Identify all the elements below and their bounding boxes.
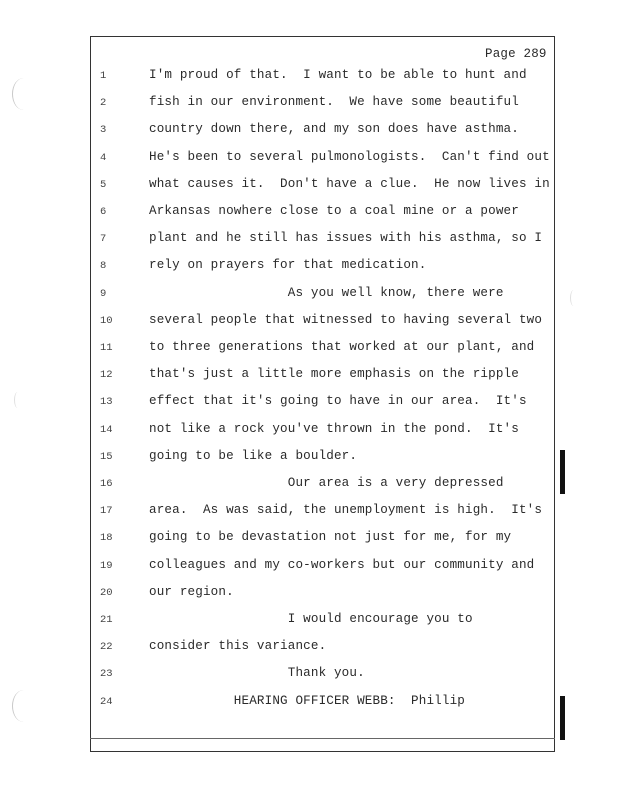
line-number: 6 bbox=[100, 206, 107, 218]
line-number: 22 bbox=[100, 641, 113, 654]
transcript-line bbox=[0, 177, 618, 197]
line-number: 18 bbox=[100, 532, 113, 545]
transcript-line bbox=[0, 639, 618, 659]
line-text: As you well know, there were bbox=[149, 285, 504, 300]
line-number: 16 bbox=[100, 478, 113, 490]
transcript-line bbox=[0, 95, 618, 115]
line-text: several people that witnessed to having several two bbox=[149, 312, 543, 327]
line-text: that's just a little more emphasis on the ripple bbox=[149, 367, 519, 382]
line-number: 20 bbox=[100, 586, 113, 599]
line-text: fish in our environment. We have some beautiful bbox=[149, 95, 519, 110]
transcript-line bbox=[0, 340, 618, 360]
transcript-line bbox=[0, 694, 618, 714]
line-text: area. As was said, the unemployment is high. It's bbox=[149, 503, 543, 518]
line-text: what causes it. Don't have a clue. He now lives in bbox=[149, 176, 550, 191]
transcript-line bbox=[0, 68, 618, 88]
transcript-line bbox=[0, 150, 618, 170]
line-number: 11 bbox=[100, 342, 113, 354]
transcript-line bbox=[0, 313, 618, 333]
line-text: HEARING OFFICER WEBB: Phillip bbox=[149, 693, 466, 708]
line-text: country down there, and my son does have asthma. bbox=[149, 122, 519, 137]
line-number: 3 bbox=[100, 124, 107, 137]
line-text: rely on prayers for that medication. bbox=[149, 258, 427, 273]
line-number: 23 bbox=[100, 668, 113, 681]
line-number: 17 bbox=[100, 505, 113, 518]
line-number: 9 bbox=[100, 287, 107, 300]
line-text: He's been to several pulmonologists. Can't find out bbox=[149, 149, 550, 164]
transcript-line bbox=[0, 666, 618, 686]
transcript-line bbox=[0, 367, 618, 387]
transcript-line bbox=[0, 558, 618, 578]
line-number: 19 bbox=[100, 559, 113, 572]
transcript-line bbox=[0, 231, 618, 251]
line-text: Thank you. bbox=[149, 666, 365, 681]
line-number: 21 bbox=[100, 614, 113, 626]
transcript-line bbox=[0, 258, 618, 278]
line-number: 10 bbox=[100, 314, 113, 327]
line-number: 7 bbox=[100, 233, 107, 246]
line-text: plant and he still has issues with his asthma, so I bbox=[149, 231, 543, 246]
transcript-line bbox=[0, 204, 618, 224]
line-number: 4 bbox=[100, 151, 107, 164]
transcript-line bbox=[0, 122, 618, 142]
transcript-line bbox=[0, 476, 618, 496]
line-number: 15 bbox=[100, 450, 113, 463]
line-text: I would encourage you to bbox=[149, 612, 473, 626]
line-text: our region. bbox=[149, 584, 234, 599]
line-text: to three generations that worked at our plant, and bbox=[149, 340, 535, 354]
transcript-line bbox=[0, 394, 618, 414]
line-text: going to be devastation not just for me, for my bbox=[149, 530, 512, 545]
line-number: 13 bbox=[100, 396, 113, 409]
line-text: Our area is a very depressed bbox=[149, 476, 504, 490]
transcript-line bbox=[0, 585, 618, 605]
line-text: effect that it's going to have in our area. It's bbox=[149, 394, 527, 409]
line-number: 14 bbox=[100, 423, 113, 436]
line-number: 12 bbox=[100, 369, 113, 382]
line-number: 2 bbox=[100, 97, 107, 110]
page-bottom-rule bbox=[90, 738, 555, 739]
line-text: colleagues and my co-workers but our community and bbox=[149, 557, 535, 572]
transcript-line bbox=[0, 612, 618, 632]
line-text: not like a rock you've thrown in the pond. It's bbox=[149, 421, 519, 436]
transcript-line bbox=[0, 503, 618, 523]
line-text: going to be like a boulder. bbox=[149, 448, 358, 463]
line-number: 8 bbox=[100, 260, 107, 273]
line-text: Arkansas nowhere close to a coal mine or a power bbox=[149, 204, 519, 218]
line-number: 24 bbox=[100, 695, 113, 708]
line-number: 1 bbox=[100, 70, 107, 82]
page-number: Page 289 bbox=[485, 47, 547, 61]
transcript-line bbox=[0, 449, 618, 469]
transcript-line bbox=[0, 530, 618, 550]
transcript-line bbox=[0, 286, 618, 306]
line-text: consider this variance. bbox=[149, 639, 327, 654]
line-number: 5 bbox=[100, 178, 107, 191]
transcript-line bbox=[0, 422, 618, 442]
line-text: I'm proud of that. I want to be able to hunt and bbox=[149, 68, 527, 82]
